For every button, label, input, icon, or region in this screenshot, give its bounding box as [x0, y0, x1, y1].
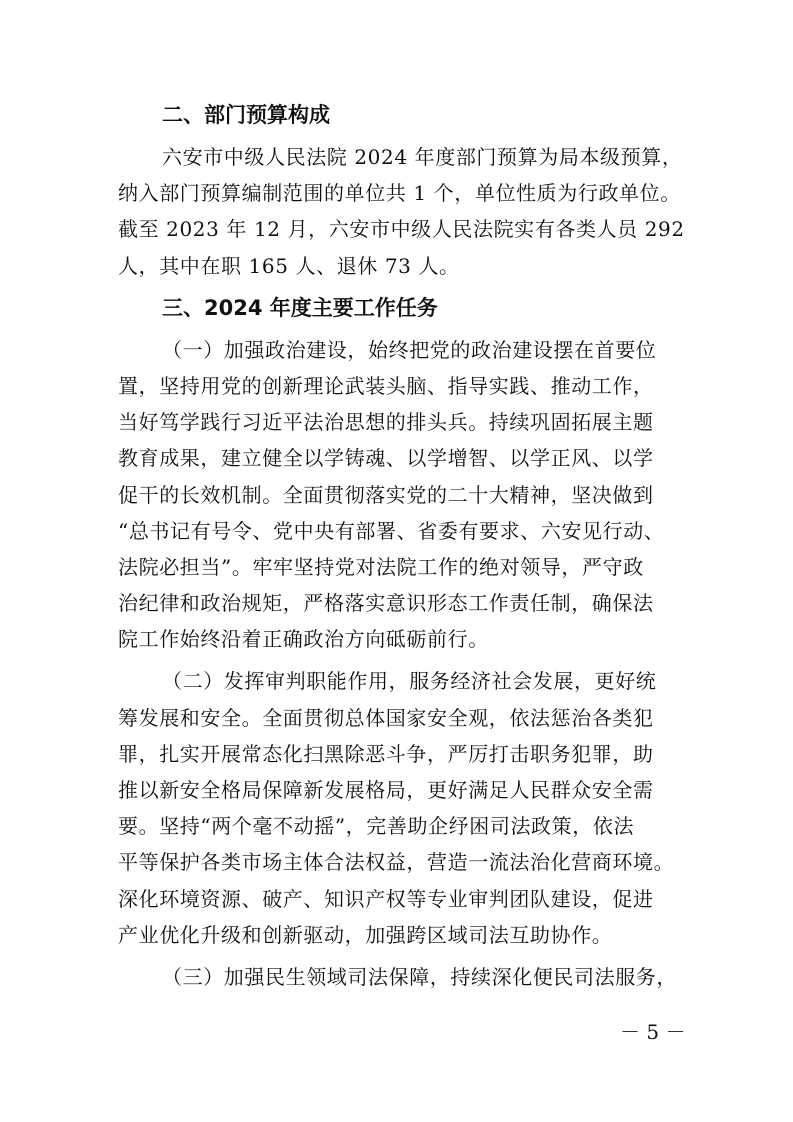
- text-line: 人，其中在职 165 人、退休 73 人。: [118, 253, 460, 278]
- text-line: 罪，扎实开展常态化扫黑除恶斗争，严厉打击职务犯罪，助: [118, 741, 654, 766]
- document-body: [118, 97, 685, 1001]
- text-line: 教育成果，建立健全以学铸魂、以学增智、以学正风、以学: [118, 446, 654, 471]
- text-line: 筹发展和安全。全面贯彻总体国家安全观，依法惩治各类犯: [118, 705, 654, 730]
- text-line: 截至 2023 年 12 月，六安市中级人民法院实有各类人员 292: [118, 217, 685, 242]
- text-line: 平等保护各类市场主体合法权益，营造一流法治化营商环境。: [118, 850, 675, 875]
- text-line: （三）加强民生领域司法保障，持续深化便民司法服务，: [162, 964, 677, 989]
- paragraph-task-2: [118, 663, 678, 953]
- text-line: 治纪律和政治规矩，严格落实意识形态工作责任制，确保法: [118, 591, 654, 616]
- text-line: 院工作始终沿着正确政治方向砥砺前行。: [118, 627, 489, 652]
- text-line: 深化环境资源、破产、知识产权等专业审判团队建设，促进: [118, 886, 654, 911]
- text-line: 推以新安全格局保障新发展格局，更好满足人民群众安全需: [118, 778, 654, 802]
- text-line: 法院必担当”。牢牢坚持党对法院工作的绝对领导，严守政: [118, 554, 644, 579]
- paragraph-task-3: [118, 959, 678, 995]
- text-line: 产业优化升级和创新驱动，加强跨区域司法互助协作。: [118, 922, 613, 947]
- page-number: － 5 －: [620, 1020, 686, 1044]
- section-heading-main-tasks: 三、2024 年度主要工作任务: [162, 295, 438, 320]
- text-line: 当好笃学践行习近平法治思想的排头兵。持续巩固拓展主题: [118, 410, 654, 435]
- section-heading-budget-composition: 二、部门预算构成: [162, 103, 330, 127]
- text-line: 六安市中级人民法院 2024 年度部门预算为局本级预算，: [162, 145, 683, 169]
- paragraph-task-1: [118, 332, 678, 658]
- text-line: 促干的长效机制。全面贯彻落实党的二十大精神，坚决做到: [118, 482, 654, 507]
- text-line: 纳入部门预算编制范围的单位共 1 个，单位性质为行政单位。: [118, 181, 681, 206]
- text-line: （二）发挥审判职能作用，服务经济社会发展，更好统: [162, 669, 657, 694]
- paragraph-budget-composition: [118, 139, 685, 284]
- text-line: （一）加强政治建设，始终把党的政治建设摆在首要位: [162, 337, 657, 362]
- text-line: 置，坚持用党的创新理论武装头脑、指导实践、推动工作，: [118, 373, 654, 398]
- text-line: 要。坚持“两个毫不动摇”，完善助企纾困司法政策，依法: [118, 814, 635, 839]
- text-line: “总书记有号令、党中央有部署、省委有要求、六安见行动、: [118, 518, 665, 543]
